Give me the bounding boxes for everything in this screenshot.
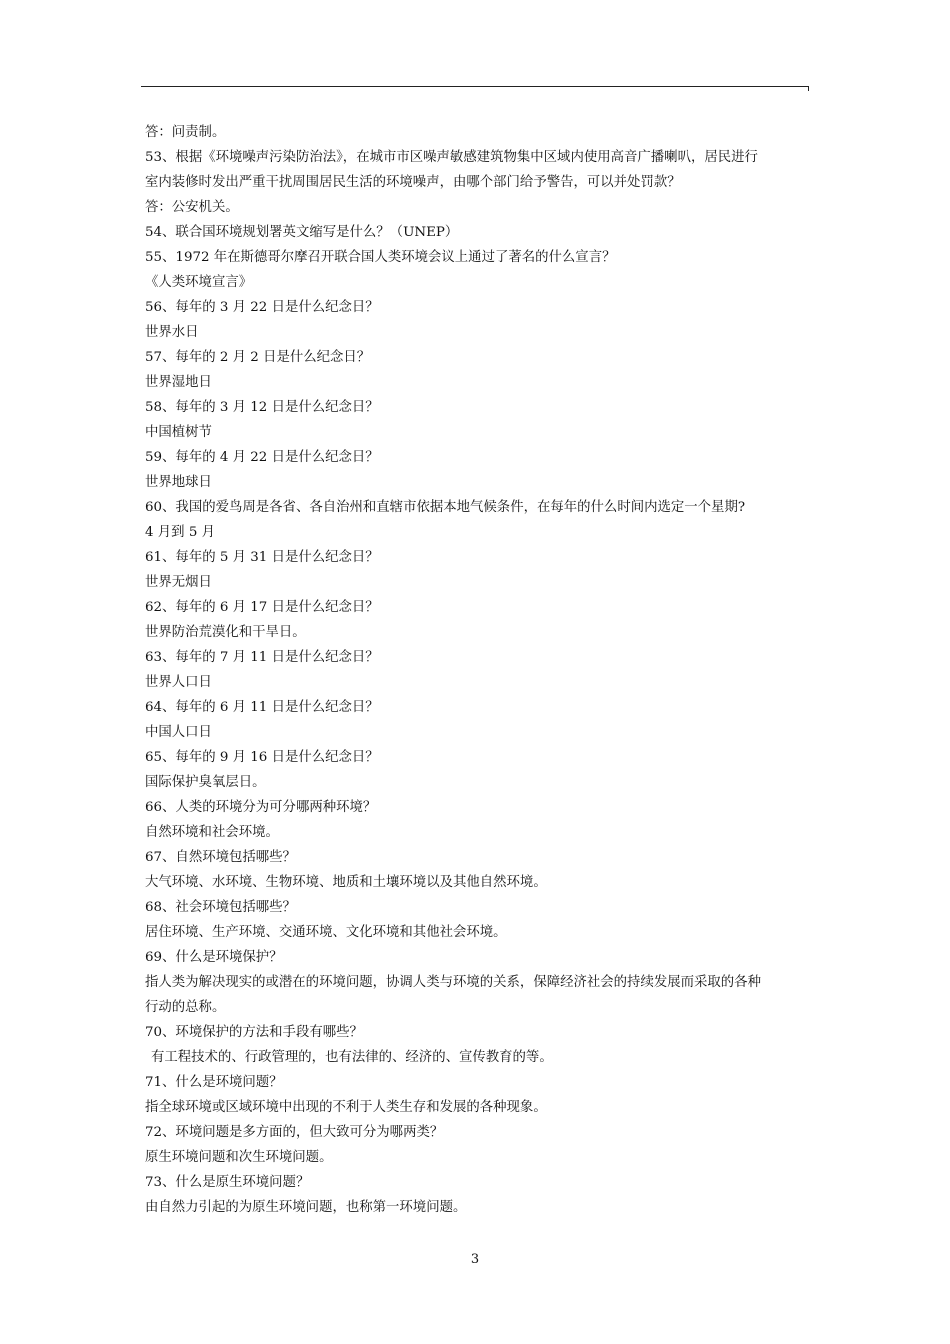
answer-line: 指全球环境或区域环境中出现的不利于人类生存和发展的各种现象。	[145, 1100, 547, 1115]
question-line: 73、什么是原生环境问题？	[145, 1175, 310, 1190]
answer-line: 自然环境和社会环境。	[145, 825, 279, 840]
question-line: 71、什么是环境问题？	[145, 1075, 283, 1090]
question-line: 58、每年的 3 月 12 日是什么纪念日？	[145, 400, 379, 415]
answer-line: 世界湿地日	[145, 375, 212, 390]
question-line: 53、根据《环境噪声污染防治法》，在城市市区噪声敏感建筑物集中区域内使用高音广播喇叭，居民进行	[145, 150, 758, 165]
header-rule	[141, 86, 809, 87]
question-line: 70、环境保护的方法和手段有哪些？	[145, 1025, 363, 1040]
answer-line: 中国人口日	[145, 725, 212, 740]
answer-line: 有工程技术的、行政管理的，也有法律的、经济的、宣传教育的等。	[151, 1050, 553, 1065]
answer-line: 世界防治荒漠化和干旱日。	[145, 625, 306, 640]
answer-line: 《人类环境宣言》	[145, 275, 253, 290]
question-line: 56、每年的 3 月 22 日是什么纪念日？	[145, 300, 379, 315]
question-line: 69、什么是环境保护？	[145, 950, 283, 965]
answer-line: 指人类为解决现实的或潜在的环境问题，协调人类与环境的关系，保障经济社会的持续发展而采取的各种	[145, 975, 761, 990]
header-rule-tick	[808, 86, 809, 91]
answer-line: 世界水日	[145, 325, 199, 340]
answer-line: 由自然力引起的为原生环境问题，也称第一环境问题。	[145, 1200, 467, 1215]
question-line: 54、联合国环境规划署英文缩写是什么？（UNEP）	[145, 225, 459, 240]
answer-line: 行动的总称。	[145, 1000, 226, 1015]
question-line: 61、每年的 5 月 31 日是什么纪念日？	[145, 550, 379, 565]
question-line: 66、人类的环境分为可分哪两种环境？	[145, 800, 377, 815]
question-line: 60、我国的爱鸟周是各省、各自治州和直辖市依据本地气候条件，在每年的什么时间内选定一个星期?	[145, 500, 746, 515]
question-line: 72、环境问题是多方面的，但大致可分为哪两类？	[145, 1125, 444, 1140]
question-line: 62、每年的 6 月 17 日是什么纪念日？	[145, 600, 379, 615]
text-line: 答：问责制。	[145, 125, 226, 140]
question-line: 68、社会环境包括哪些？	[145, 900, 296, 915]
answer-line: 世界地球日	[145, 475, 212, 490]
answer-line: 4 月到 5 月	[145, 525, 215, 540]
answer-line: 大气环境、水环境、生物环境、地质和土壤环境以及其他自然环境。	[145, 875, 547, 890]
document-body	[145, 120, 813, 1220]
question-line: 57、每年的 2 月 2 日是什么纪念日？	[145, 350, 371, 365]
question-line: 55、1972 年在斯德哥尔摩召开联合国人类环境会议上通过了著名的什么宣言？	[145, 250, 616, 265]
answer-line: 中国植树节	[145, 425, 212, 440]
question-line: 59、每年的 4 月 22 日是什么纪念日？	[145, 450, 379, 465]
question-line: 67、自然环境包括哪些？	[145, 850, 296, 865]
answer-line: 答：公安机关。	[145, 200, 239, 215]
question-line: 65、每年的 9 月 16 日是什么纪念日？	[145, 750, 379, 765]
answer-line: 国际保护臭氧层日。	[145, 775, 266, 790]
question-line: 63、每年的 7 月 11 日是什么纪念日？	[145, 650, 379, 665]
answer-line: 世界人口日	[145, 675, 212, 690]
page-number: 3	[470, 1252, 480, 1267]
answer-line: 原生环境问题和次生环境问题。	[145, 1150, 333, 1165]
question-line: 室内装修时发出严重干扰周围居民生活的环境噪声，由哪个部门给予警告，可以并处罚款？	[145, 175, 681, 190]
question-line: 64、每年的 6 月 11 日是什么纪念日？	[145, 700, 379, 715]
answer-line: 居住环境、生产环境、交通环境、文化环境和其他社会环境。	[145, 925, 507, 940]
answer-line: 世界无烟日	[145, 575, 212, 590]
